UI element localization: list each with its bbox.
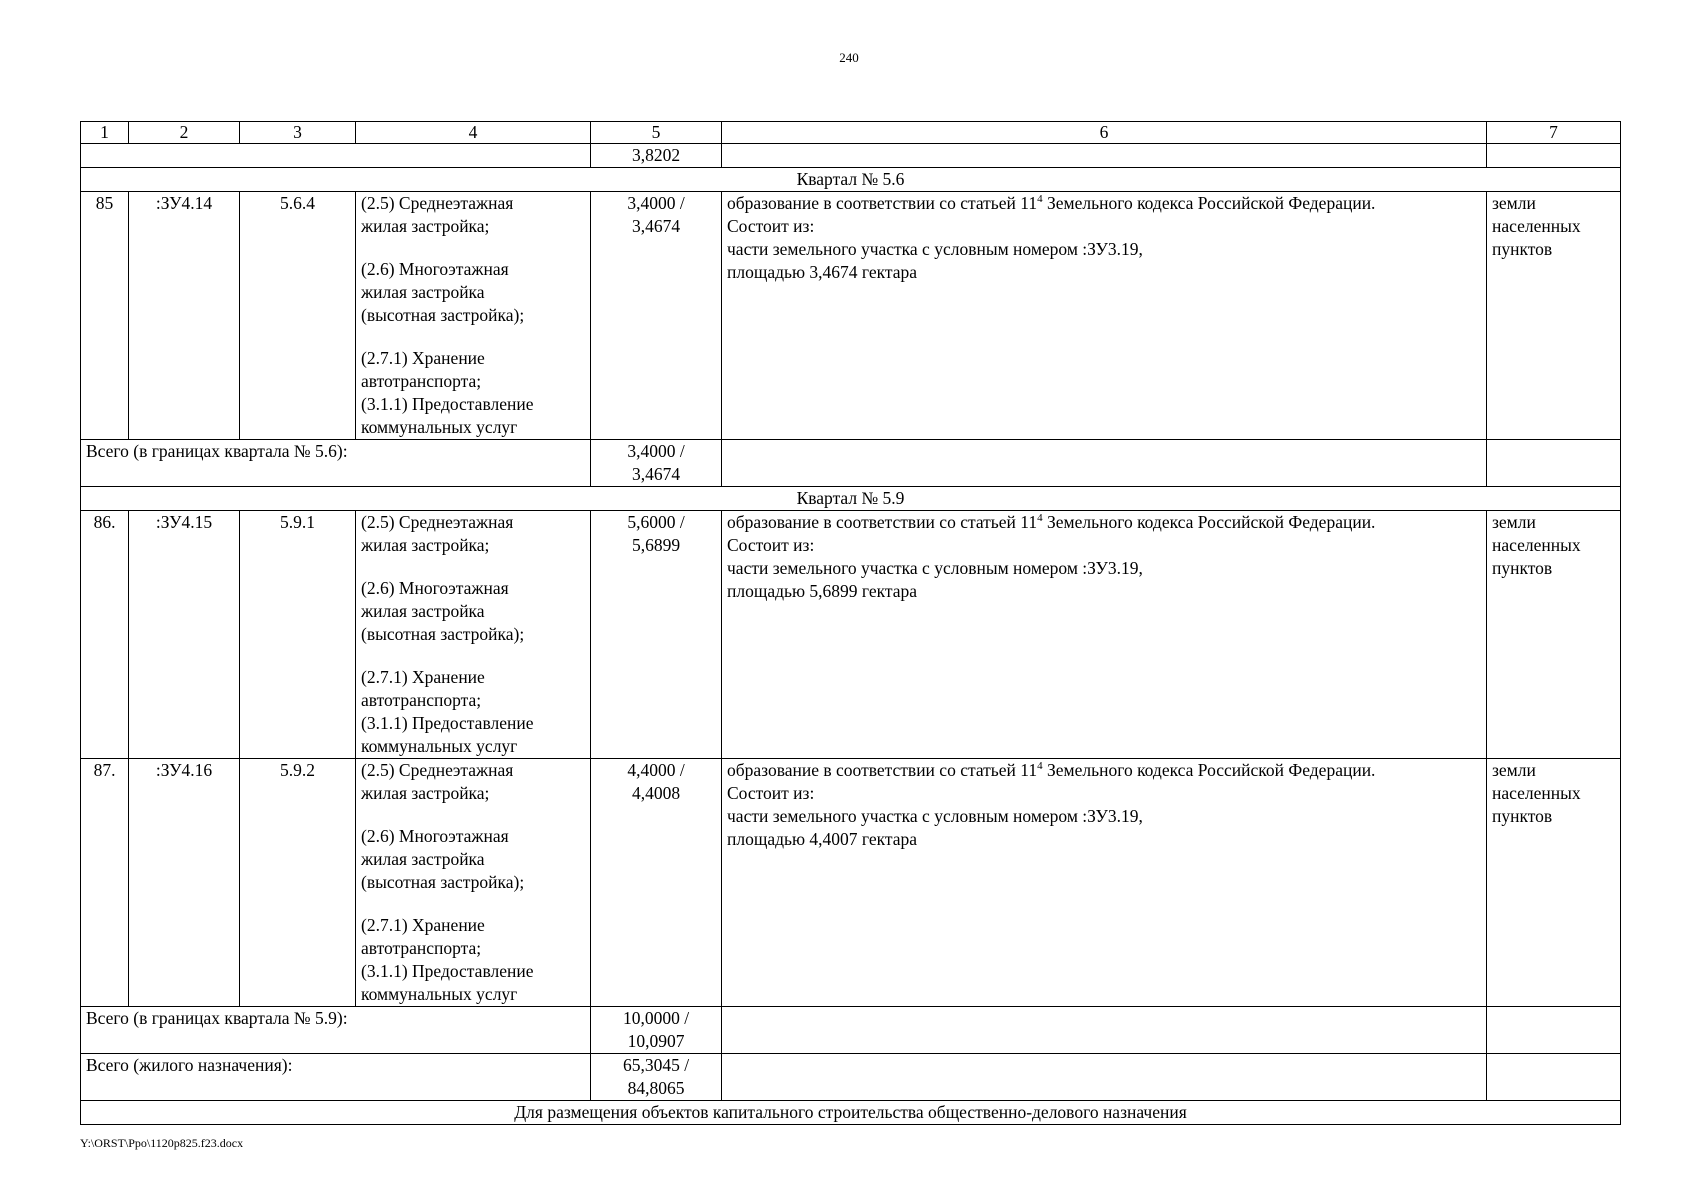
column-number: 7 <box>1487 122 1621 144</box>
article-superscript: 4 <box>1037 193 1043 206</box>
area-value: 5,6899 <box>631 535 681 555</box>
description-line: части земельного участка с условным номером :ЗУ3.19, <box>727 806 1143 826</box>
permitted-use-line: коммунальных услуг <box>361 984 518 1004</box>
description-text: Земельного кодекса Российской Федерации. <box>1042 760 1376 780</box>
land-plots-table <box>80 121 1621 1125</box>
description-line: площадью 3,4674 гектара <box>727 262 918 282</box>
row-number: 85 <box>81 192 129 440</box>
area-value: 10,0000 / <box>622 1008 690 1028</box>
formation-description-cell <box>722 511 1487 759</box>
area-value: 10,0907 <box>627 1031 685 1051</box>
table-row <box>81 192 1621 440</box>
permitted-use-line: автотранспорта; <box>361 371 482 391</box>
column-number: 1 <box>81 122 129 144</box>
area-value: 3,4000 / <box>627 441 685 461</box>
description-line <box>727 511 1481 534</box>
description-text: образование в соответствии со статьей 11 <box>727 193 1038 213</box>
permitted-use-line: (2.5) Среднеэтажная <box>361 193 514 213</box>
paragraph-gap <box>361 894 585 914</box>
description-line: части земельного участка с условным номером :ЗУ3.19, <box>727 558 1143 578</box>
quarter-total-row <box>81 1007 1621 1054</box>
permitted-use-line: жилая застройка <box>361 282 485 302</box>
plot-code: :ЗУ4.16 <box>129 759 240 1007</box>
permitted-use-line: (2.5) Среднеэтажная <box>361 512 514 532</box>
permitted-use-line: (2.6) Многоэтажная <box>361 259 509 279</box>
permitted-use-line: (2.6) Многоэтажная <box>361 578 509 598</box>
carry-over-row <box>81 144 1621 168</box>
empty-cell <box>722 440 1487 487</box>
article-superscript: 4 <box>1037 760 1043 773</box>
plot-code: :ЗУ4.15 <box>129 511 240 759</box>
empty-cell <box>1487 1007 1621 1054</box>
permitted-use-cell <box>356 759 591 1007</box>
paragraph-gap <box>361 557 585 577</box>
land-category-cell <box>1487 192 1621 440</box>
permitted-use-cell <box>356 192 591 440</box>
column-number: 4 <box>356 122 591 144</box>
quarter-total-area <box>591 440 722 487</box>
row-number: 86. <box>81 511 129 759</box>
quarter-total-label: Всего (в границах квартала № 5.6): <box>81 440 591 487</box>
area-cell <box>591 511 722 759</box>
formation-description-cell <box>722 759 1487 1007</box>
description-line: площадью 4,4007 гектара <box>727 829 918 849</box>
empty-cell <box>1487 1054 1621 1101</box>
area-value: 3,4674 <box>631 464 681 484</box>
residential-total-label: Всего (жилого назначения): <box>81 1054 591 1101</box>
permitted-use-line: жилая застройка <box>361 849 485 869</box>
empty-cell <box>722 1054 1487 1101</box>
article-superscript: 4 <box>1037 512 1043 525</box>
quarter-number: 5.9.2 <box>240 759 356 1007</box>
description-line <box>727 759 1481 782</box>
area-cell <box>591 759 722 1007</box>
paragraph-gap <box>361 646 585 666</box>
permitted-use-line: (3.1.1) Предоставление <box>361 713 534 733</box>
permitted-use-line: коммунальных услуг <box>361 417 518 437</box>
area-value: 3,4000 / <box>627 193 685 213</box>
permitted-use-line: (3.1.1) Предоставление <box>361 394 534 414</box>
permitted-use-line: автотранспорта; <box>361 690 482 710</box>
row-number: 87. <box>81 759 129 1007</box>
permitted-use-line: (2.7.1) Хранение <box>361 915 485 935</box>
area-value: 3,4674 <box>631 216 681 236</box>
quarter-section-row <box>81 487 1621 511</box>
paragraph-gap <box>361 238 585 258</box>
table-row <box>81 511 1621 759</box>
paragraph-gap <box>361 805 585 825</box>
description-text: Земельного кодекса Российской Федерации. <box>1042 193 1376 213</box>
paragraph-gap <box>361 327 585 347</box>
description-line: части земельного участка с условным номером :ЗУ3.19, <box>727 239 1143 259</box>
next-section-row <box>81 1101 1621 1125</box>
land-category-line: земли <box>1492 512 1536 532</box>
permitted-use-line: жилая застройка <box>361 601 485 621</box>
column-number: 3 <box>240 122 356 144</box>
column-number: 2 <box>129 122 240 144</box>
area-cell <box>591 192 722 440</box>
permitted-use-line: жилая застройка; <box>361 783 490 803</box>
land-category-line: пунктов <box>1492 806 1553 826</box>
permitted-use-line: (высотная застройка); <box>361 872 525 892</box>
permitted-use-line: (2.5) Среднеэтажная <box>361 760 514 780</box>
residential-total-row <box>81 1054 1621 1101</box>
empty-cell <box>1487 440 1621 487</box>
description-line: площадью 5,6899 гектара <box>727 581 918 601</box>
description-text: образование в соответствии со статьей 11 <box>727 512 1038 532</box>
quarter-total-area <box>591 1007 722 1054</box>
table-row <box>81 759 1621 1007</box>
carry-over-area: 3,8202 <box>591 144 722 168</box>
residential-total-area <box>591 1054 722 1101</box>
land-category-line: населенных <box>1492 216 1581 236</box>
land-category-line: пунктов <box>1492 558 1553 578</box>
area-value: 4,4008 <box>631 783 681 803</box>
permitted-use-line: (3.1.1) Предоставление <box>361 961 534 981</box>
formation-description-cell <box>722 192 1487 440</box>
description-line: Состоит из: <box>727 783 815 803</box>
permitted-use-line: (2.6) Многоэтажная <box>361 826 509 846</box>
quarter-number: 5.9.1 <box>240 511 356 759</box>
land-category-line: населенных <box>1492 783 1581 803</box>
carry-over-label <box>81 144 591 168</box>
area-value: 5,6000 / <box>627 512 685 532</box>
quarter-section-title: Квартал № 5.9 <box>81 487 1621 511</box>
permitted-use-cell <box>356 511 591 759</box>
quarter-number: 5.6.4 <box>240 192 356 440</box>
area-value: 4,4000 / <box>627 760 685 780</box>
empty-cell <box>1487 144 1621 168</box>
land-category-cell <box>1487 759 1621 1007</box>
next-section-title: Для размещения объектов капитального строительства общественно-делового назначения <box>81 1101 1621 1125</box>
area-value: 84,8065 <box>627 1078 685 1098</box>
land-category-line: населенных <box>1492 535 1581 555</box>
permitted-use-line: жилая застройка; <box>361 535 490 555</box>
permitted-use-line: автотранспорта; <box>361 938 482 958</box>
land-category-line: земли <box>1492 193 1536 213</box>
quarter-section-title: Квартал № 5.6 <box>81 168 1621 192</box>
land-category-line: земли <box>1492 760 1536 780</box>
quarter-total-row <box>81 440 1621 487</box>
column-number: 5 <box>591 122 722 144</box>
description-line <box>727 192 1481 215</box>
file-path-footer: Y:\ORST\Ppo\1120p825.f23.docx <box>80 1136 244 1150</box>
empty-cell <box>722 144 1487 168</box>
land-category-line: пунктов <box>1492 239 1553 259</box>
page-number: 240 <box>839 50 859 65</box>
description-text: образование в соответствии со статьей 11 <box>727 760 1038 780</box>
quarter-total-label: Всего (в границах квартала № 5.9): <box>81 1007 591 1054</box>
area-value: 65,3045 / <box>622 1055 690 1075</box>
permitted-use-line: (2.7.1) Хранение <box>361 667 485 687</box>
column-number-row <box>81 122 1621 144</box>
empty-cell <box>722 1007 1487 1054</box>
column-number: 6 <box>722 122 1487 144</box>
description-line: Состоит из: <box>727 216 815 236</box>
description-line: Состоит из: <box>727 535 815 555</box>
permitted-use-line: (высотная застройка); <box>361 305 525 325</box>
land-category-cell <box>1487 511 1621 759</box>
description-text: Земельного кодекса Российской Федерации. <box>1042 512 1376 532</box>
plot-code: :ЗУ4.14 <box>129 192 240 440</box>
permitted-use-line: жилая застройка; <box>361 216 490 236</box>
permitted-use-line: (высотная застройка); <box>361 624 525 644</box>
quarter-section-row <box>81 168 1621 192</box>
permitted-use-line: (2.7.1) Хранение <box>361 348 485 368</box>
permitted-use-line: коммунальных услуг <box>361 736 518 756</box>
